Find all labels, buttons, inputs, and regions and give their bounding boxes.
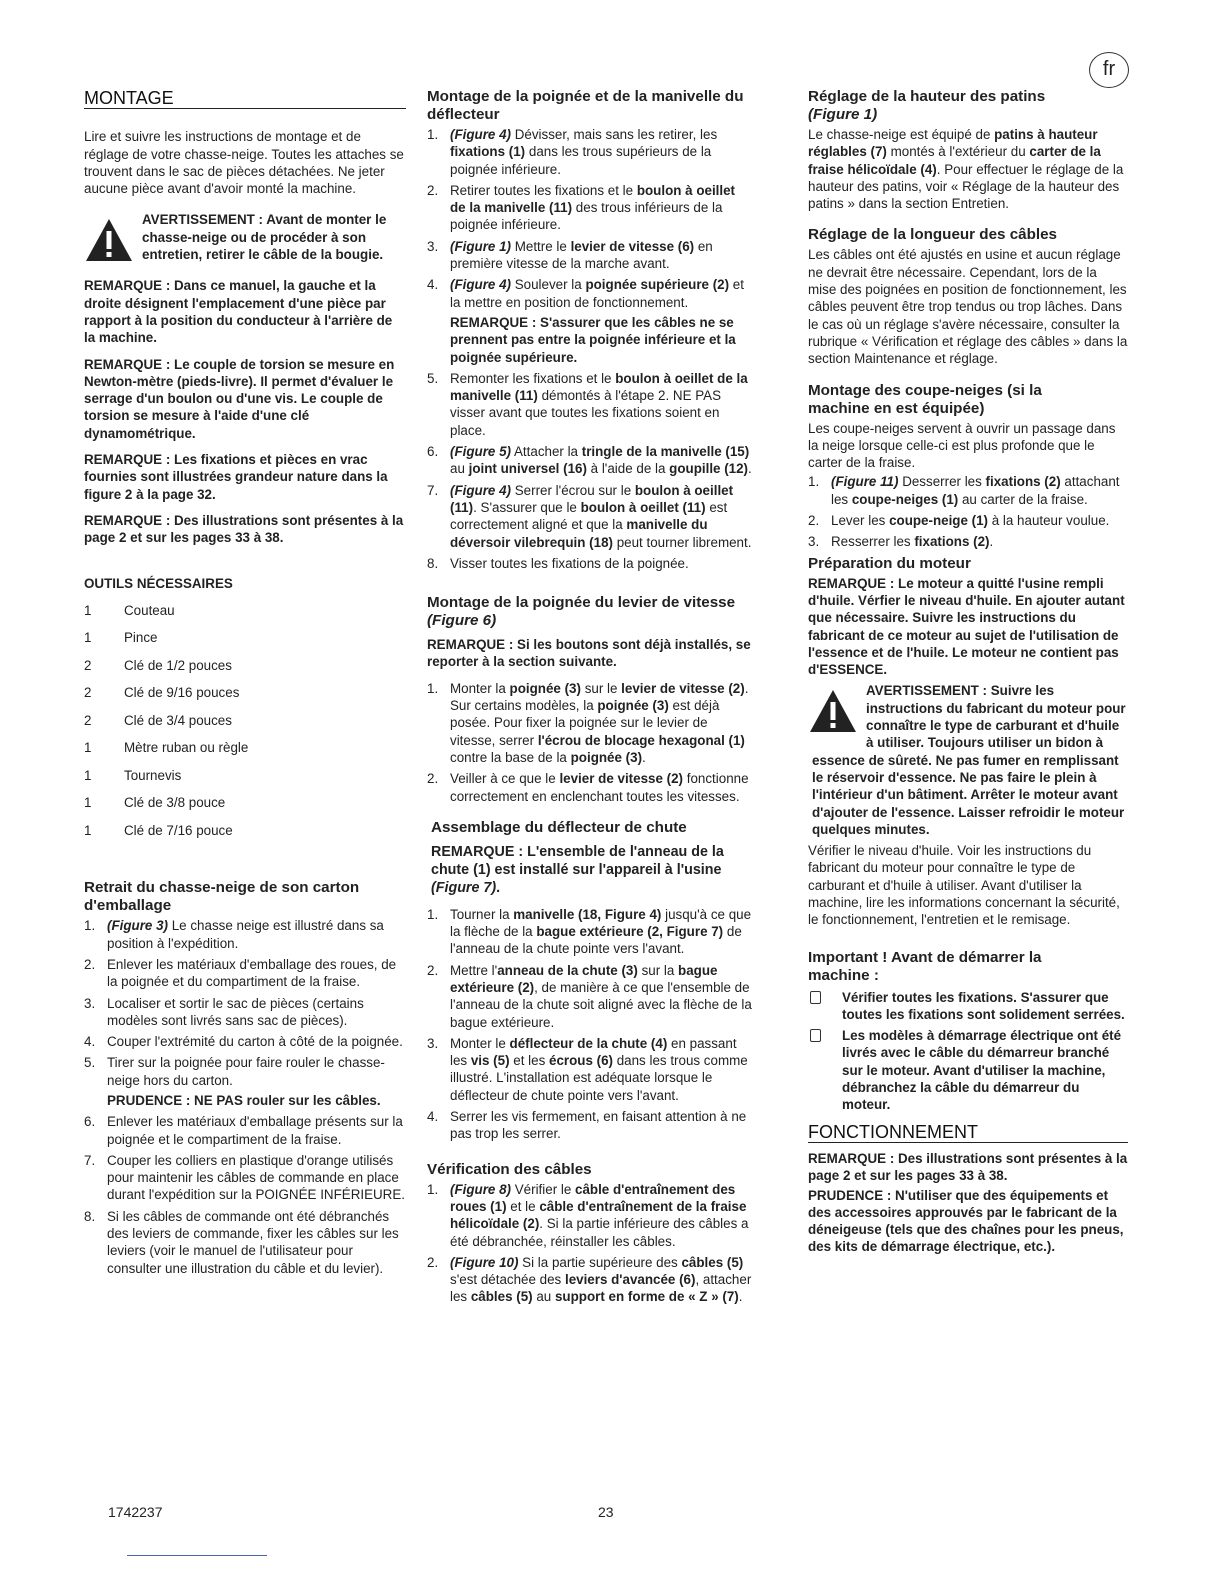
handle-title: Montage de la poignée et de la manivelle du déflecteur bbox=[427, 88, 744, 123]
tools-title: OUTILS NÉCESSAIRES bbox=[84, 575, 233, 591]
checkbox-icon bbox=[810, 1029, 821, 1042]
tool-name: Pince bbox=[124, 630, 158, 646]
step-item bbox=[427, 1035, 752, 1104]
warning-triangle-icon bbox=[84, 217, 134, 263]
warning-triangle-icon bbox=[808, 688, 858, 734]
chute-steps bbox=[427, 906, 752, 1143]
tool-row bbox=[84, 822, 406, 850]
engine-warning-text: AVERTISSEMENT : Suivre les instructions du fabricant du moteur pour connaître le type de carburant et d'huile à utiliser. Toujours utiliser un bidon à essence de sûreté. Ne pas fumer en remplissant le réservoir d'essence. Ne pas faire le plein à l'intérieur d'un bâtiment. Arrêter le moteur avant d'ajouter de l'essence. Laisser refroidir le moteur quelques minutes. bbox=[812, 683, 1126, 837]
step-number: 4. bbox=[84, 1034, 96, 1050]
step-text: Visser toutes les fixations de la poignée. bbox=[450, 555, 689, 571]
tool-qty: 1 bbox=[84, 630, 92, 646]
step-number: 7. bbox=[427, 482, 439, 498]
step-item bbox=[84, 995, 406, 1030]
step-number: 2. bbox=[427, 771, 439, 787]
step-caution: PRUDENCE : NE PAS rouler sur les câbles. bbox=[107, 1093, 381, 1108]
step-text: Couper l'extrémité du carton à côté de la poignée. bbox=[107, 1034, 403, 1050]
step-text: Lever les coupe-neige (1) à la hauteur voulue. bbox=[831, 513, 1110, 529]
tool-row bbox=[84, 739, 406, 767]
step-item bbox=[427, 238, 752, 273]
column-left bbox=[84, 88, 406, 1285]
cable-length-paragraph: Les câbles ont été ajustés en usine et aucun réglage ne devrait être nécessaire. Cependant, lors de la mise des poignées en position de fonctionnement, les câbles peuvent être trop tendus ou trop lâches. Dans le cas où un réglage s'avère nécessaire, consulter la rubrique « Vérification et réglage des câbles » dans la section Maintenance et réglage. bbox=[808, 247, 1128, 367]
step-number: 4. bbox=[427, 277, 439, 293]
step-text: Localiser et sortir le sac de pièces (certains modèles sont livrés sans sac de pièces). bbox=[107, 995, 364, 1028]
step-number: 6. bbox=[84, 1114, 96, 1130]
cables-title: Vérification des câbles bbox=[427, 1160, 592, 1178]
step-number: 2. bbox=[808, 513, 820, 529]
step-item bbox=[808, 533, 1128, 550]
step-text: Mettre l'anneau de la chute (3) sur la bague extérieure (2), de manière à ce que l'ensemble de l'anneau de la chute soit aligné avec la flèche de la bague extérieure. bbox=[450, 962, 752, 1030]
operation-title: FONCTIONNEMENT bbox=[808, 1122, 982, 1142]
skid-paragraph: Le chasse-neige est équipé de patins à hauteur réglables (7) montés à l'extérieur du carter de la fraise hélicoïdale (4). Pour effectuer le réglage de la hauteur des patins, voir « Réglage de la hauteur des patins » dans la section Entretien. bbox=[808, 127, 1124, 212]
tool-qty: 2 bbox=[84, 712, 92, 728]
step-item bbox=[84, 917, 406, 952]
shift-steps bbox=[427, 680, 752, 805]
step-text: Couper les colliers en plastique d'orange utilisés pour maintenir les câbles de commande en place durant l'expédition sur la POIGNÉE INFÉRIEURE. bbox=[107, 1152, 406, 1203]
doc-number: 1742237 bbox=[108, 1504, 163, 1520]
step-number: 3. bbox=[84, 995, 96, 1011]
step-item bbox=[427, 370, 752, 439]
engine-title: Préparation du moteur bbox=[808, 554, 971, 572]
tool-qty: 1 bbox=[84, 602, 92, 618]
engine-paragraph: Vérifier le niveau d'huile. Voir les instructions du fabricant du moteur pour connaître le type de carburant et d'huile à utiliser. Avant d'utiliser la machine, lire les informations concernant la sécurité, le fonctionnement, l'entretien et le remisage. bbox=[808, 843, 1120, 928]
step-item bbox=[427, 906, 752, 958]
step-text: (Figure 8) Vérifier le câble d'entraînement des roues (1) et le câble d'entraînement de la fraise hélicoïdale (2). Si la partie inférieure des câbles a été débranchée, réinstaller les câbles. bbox=[450, 1181, 749, 1249]
step-number: 2. bbox=[427, 1254, 439, 1270]
step-number: 5. bbox=[427, 370, 439, 386]
tool-name: Clé de 3/4 pouces bbox=[124, 712, 232, 728]
step-number: 2. bbox=[84, 956, 96, 972]
column-middle bbox=[427, 88, 752, 1314]
step-text: Le chasse neige est illustré dans sa position à l'expédition. bbox=[107, 918, 384, 951]
tool-name: Couteau bbox=[124, 602, 175, 618]
step-number: 8. bbox=[84, 1208, 96, 1224]
shave-paragraph: Les coupe-neiges servent à ouvrir un passage dans la neige lorsque celle-ci est plus profonde que le carter de la fraise. bbox=[808, 420, 1116, 471]
step-text: (Figure 10) Si la partie supérieure des câbles (5) s'est détachée des leviers d'avancée (6), attacher les câbles (5) au support en forme de « Z » (7). bbox=[450, 1254, 752, 1305]
step-number: 1. bbox=[427, 906, 439, 922]
step-item bbox=[427, 1108, 752, 1143]
skid-title bbox=[808, 88, 1128, 124]
step-number: 2. bbox=[427, 962, 439, 978]
cables-steps bbox=[427, 1181, 752, 1306]
shift-title bbox=[427, 594, 752, 630]
section-title: MONTAGE bbox=[84, 88, 178, 108]
step-text: Enlever les matériaux d'emballage présents sur la poignée et le compartiment de la fraise. bbox=[107, 1114, 403, 1147]
page-number: 23 bbox=[598, 1504, 614, 1520]
section-montage-heading bbox=[84, 88, 406, 108]
step-item bbox=[808, 512, 1128, 529]
step-number: 1. bbox=[84, 918, 96, 934]
step-item bbox=[808, 473, 1128, 508]
chute-note-text: REMARQUE : L'ensemble de l'anneau de la chute (1) est installé sur l'appareil à l'usine bbox=[431, 843, 724, 878]
step-text: (Figure 5) Attacher la tringle de la manivelle (15) au joint universel (16) à l'aide de la goupille (12). bbox=[450, 444, 752, 477]
step-item bbox=[427, 443, 752, 478]
note: REMARQUE : Les fixations et pièces en vrac fournies sont illustrées grandeur nature dans la figure 2 à la page 32. bbox=[84, 452, 388, 502]
step-number: 3. bbox=[808, 534, 820, 550]
tool-qty: 1 bbox=[84, 740, 92, 756]
column-right bbox=[808, 88, 1128, 1265]
step-text: Monter la poignée (3) sur le levier de vitesse (2). Sur certains modèles, la poignée (3) est déjà posée. Pour fixer la poignée sur le levier de vitesse, serrer l'écrou de blocage hexagonal (1) contre la base de la poignée (3). bbox=[450, 680, 749, 765]
step-item bbox=[427, 680, 752, 766]
skid-title-figure: (Figure 1) bbox=[808, 106, 878, 123]
step-number: 1. bbox=[427, 680, 439, 696]
step-item bbox=[427, 770, 752, 805]
step-item bbox=[427, 126, 752, 178]
step-text: Retirer toutes les fixations et le boulon à oeillet de la manivelle (11) des trous inférieurs de la poignée inférieure. bbox=[450, 182, 736, 233]
cable-length-title: Réglage de la longueur des câbles bbox=[808, 226, 1057, 244]
step-text: Si les câbles de commande ont été débranchés des leviers de commande, fixer les câbles sur les leviers (voir le manuel de l'utilisateur pour consulter une illustration du câble et du levier). bbox=[107, 1208, 399, 1276]
step-item bbox=[427, 962, 752, 1031]
step-number: 5. bbox=[84, 1055, 96, 1071]
tool-row bbox=[84, 767, 406, 795]
step-number: 2. bbox=[427, 182, 439, 198]
step-item bbox=[84, 1208, 406, 1277]
checklist-item bbox=[808, 989, 1128, 1024]
unpack-title: Retrait du chasse-neige de son carton d'emballage bbox=[84, 879, 360, 915]
step-figure: (Figure 3) bbox=[107, 918, 169, 934]
checklist-text: Vérifier toutes les fixations. S'assurer que toutes les fixations sont solidement serrées. bbox=[842, 989, 1125, 1022]
note: REMARQUE : Des illustrations sont présentes à la page 2 et sur les pages 33 à 38. bbox=[84, 512, 404, 546]
tool-qty: 2 bbox=[84, 657, 92, 673]
step-text: (Figure 4) Serrer l'écrou sur le boulon à oeillet (11). S'assurer que le boulon à oeillet (11) est correctement aligné et que la manivelle du déversoir vilebrequin (18) peut tourner librement. bbox=[450, 482, 752, 550]
tool-name: Mètre ruban ou règle bbox=[124, 740, 249, 756]
unpack-steps bbox=[84, 917, 406, 1277]
operation-note: REMARQUE : Des illustrations sont présentes à la page 2 et sur les pages 33 à 38. bbox=[808, 1150, 1128, 1184]
tool-name: Clé de 9/16 pouces bbox=[124, 685, 240, 701]
intro-paragraph: Lire et suivre les instructions de montage et de réglage de votre chasse-neige. Toutes les attaches se trouvent dans le sac de pièces détachées. Ne jeter aucune pièce avant d'avoir monté la machine. bbox=[84, 129, 404, 197]
step-text: (Figure 11) Desserrer les fixations (2) attachant les coupe-neiges (1) au carter de la fraise. bbox=[831, 474, 1120, 507]
tool-row bbox=[84, 602, 406, 630]
warning-box bbox=[84, 211, 406, 263]
checklist-item bbox=[808, 1027, 1128, 1113]
step-number: 1. bbox=[427, 127, 439, 142]
checklist-text: Les modèles à démarrage électrique ont été livrés avec le câble du démarreur branché sur le moteur. Avant d'utiliser la machine, débranchez la câble du démarreur du moteur. bbox=[842, 1028, 1122, 1113]
step-number: 7. bbox=[84, 1152, 96, 1168]
step-text: Serrer les vis fermement, en faisant attention à ne pas trop les serrer. bbox=[450, 1109, 747, 1142]
step-item bbox=[427, 555, 752, 572]
skid-title-text: Réglage de la hauteur des patins bbox=[808, 88, 1046, 105]
tool-row bbox=[84, 684, 406, 712]
step-item bbox=[84, 956, 406, 991]
step-number: 6. bbox=[427, 444, 439, 460]
tool-row bbox=[84, 712, 406, 740]
tool-qty: 1 bbox=[84, 822, 92, 838]
tool-row bbox=[84, 629, 406, 657]
chute-note-figure: (Figure 7) bbox=[431, 879, 497, 896]
tools-list bbox=[84, 602, 406, 850]
step-item bbox=[427, 276, 752, 365]
step-text: (Figure 4) Dévisser, mais sans les retirer, les fixations (1) dans les trous supérieurs de la poignée inférieure. bbox=[450, 127, 718, 177]
shave-title: Montage des coupe-neiges (si la machine en est équipée) bbox=[808, 381, 1042, 417]
step-number: 8. bbox=[427, 555, 439, 571]
handle-steps bbox=[427, 126, 752, 572]
step-text: (Figure 1) Mettre le levier de vitesse (6) en première vitesse de la marche avant. bbox=[450, 238, 713, 272]
tool-name: Clé de 7/16 pouce bbox=[124, 822, 233, 838]
tool-qty: 1 bbox=[84, 795, 92, 811]
shift-note: REMARQUE : Si les boutons sont déjà installés, se reporter à la section suivante. bbox=[427, 637, 751, 670]
tool-qty: 1 bbox=[84, 767, 92, 783]
tool-qty: 2 bbox=[84, 685, 92, 701]
step-item bbox=[427, 1181, 752, 1250]
tool-row bbox=[84, 657, 406, 685]
step-text: Tirer sur la poignée pour faire rouler le chasse-neige hors du carton. bbox=[107, 1055, 385, 1088]
engine-warning-box bbox=[808, 682, 1128, 838]
operation-caution: PRUDENCE : N'utiliser que des équipements et des accessoires approuvés par le fabricant de la déneigeuse (tels que des chaînes pour les pneus, des kits de démarrage électrique, etc.). bbox=[808, 1187, 1124, 1255]
checkbox-icon bbox=[810, 991, 821, 1004]
checklist bbox=[808, 989, 1128, 1114]
shift-title-text: Montage de la poignée du levier de vitesse bbox=[427, 594, 736, 612]
step-item bbox=[84, 1113, 406, 1148]
step-number: 1. bbox=[808, 474, 820, 490]
step-text: Remonter les fixations et le boulon à oeillet de la manivelle (11) démontés à l'étape 2. NE PAS visser avant que toutes les fixations soient en place. bbox=[450, 370, 748, 438]
step-item bbox=[84, 1033, 406, 1050]
step-number: 3. bbox=[427, 238, 439, 254]
step-number: 4. bbox=[427, 1109, 439, 1125]
shift-title-figure: (Figure 6) bbox=[427, 612, 497, 630]
engine-note: REMARQUE : Le moteur a quitté l'usine rempli d'huile. Vérfier le niveau d'huile. En ajouter autant que nécessaire. Suivre les instructions du fabricant de ce moteur au sujet de l'utilisation de l'essence et de l'huile. Le moteur ne contient pas d'ESSENCE. bbox=[808, 575, 1125, 678]
step-item bbox=[84, 1152, 406, 1204]
tool-row bbox=[84, 794, 406, 822]
chute-note: REMARQUE : L'ensemble de l'anneau de la chute (1) est installé sur l'appareil à l'usine (Figure 7). bbox=[431, 843, 724, 896]
note: REMARQUE : Le couple de torsion se mesure en Newton-mètre (pieds-livre). Il permet d'évaluer le serrage d'un boulon ou d'une vis. Le couple de torsion se mesure à l'aide d'une clé dynamométrique. bbox=[84, 356, 395, 441]
step-item bbox=[84, 1054, 406, 1109]
step-text: Resserrer les fixations (2). bbox=[831, 534, 994, 550]
important-title: Important ! Avant de démarrer la machine : bbox=[808, 948, 1042, 984]
shave-steps bbox=[808, 473, 1128, 550]
bottom-rule bbox=[127, 1555, 267, 1556]
note: REMARQUE : Dans ce manuel, la gauche et la droite désignent l'emplacement d'une pièce par rapport à la position du conducteur à l'arrière de la machine. bbox=[84, 278, 393, 346]
section-fonctionnement-heading bbox=[808, 1122, 1128, 1142]
step-item bbox=[427, 482, 752, 551]
step-text: Enlever les matériaux d'emballage des roues, de la poignée et du compartiment de la fraise. bbox=[107, 956, 397, 990]
step-text: (Figure 4) Soulever la poignée supérieure (2) et la mettre en position de fonctionnement. REMARQUE : S'assurer que les câbles ne se prennent pas entre la poignée inférieure et la poignée supérieure. bbox=[450, 277, 744, 365]
warning-text: AVERTISSEMENT : Avant de monter le chasse-neige ou de procéder à son entretien, retirer le câble de la bougie. bbox=[142, 212, 387, 263]
step-text: Veiller à ce que le levier de vitesse (2) fonctionne correctement en enclenchant toutes les vitesses. bbox=[450, 771, 749, 804]
step-number: 1. bbox=[427, 1181, 439, 1197]
chute-title: Assemblage du déflecteur de chute bbox=[431, 818, 687, 836]
notes-list bbox=[84, 277, 406, 546]
step-item bbox=[427, 182, 752, 234]
step-text: Tourner la manivelle (18, Figure 4) jusqu'à ce que la flèche de la bague extérieure (2, Figure 7) de l'anneau de la chute pointe vers l'avant. bbox=[450, 906, 752, 957]
tool-name: Tournevis bbox=[124, 767, 182, 783]
step-number: 3. bbox=[427, 1035, 439, 1051]
step-text: Monter le déflecteur de la chute (4) en passant les vis (5) et les écrous (6) dans les trous comme illustré. L'installation est adéquate lorsque le déflecteur de chute pointe vers l'avant. bbox=[450, 1035, 748, 1103]
tool-name: Clé de 1/2 pouces bbox=[124, 657, 232, 673]
step-item bbox=[427, 1254, 752, 1306]
language-badge: fr bbox=[1089, 52, 1129, 88]
tool-name: Clé de 3/8 pouce bbox=[124, 795, 226, 811]
